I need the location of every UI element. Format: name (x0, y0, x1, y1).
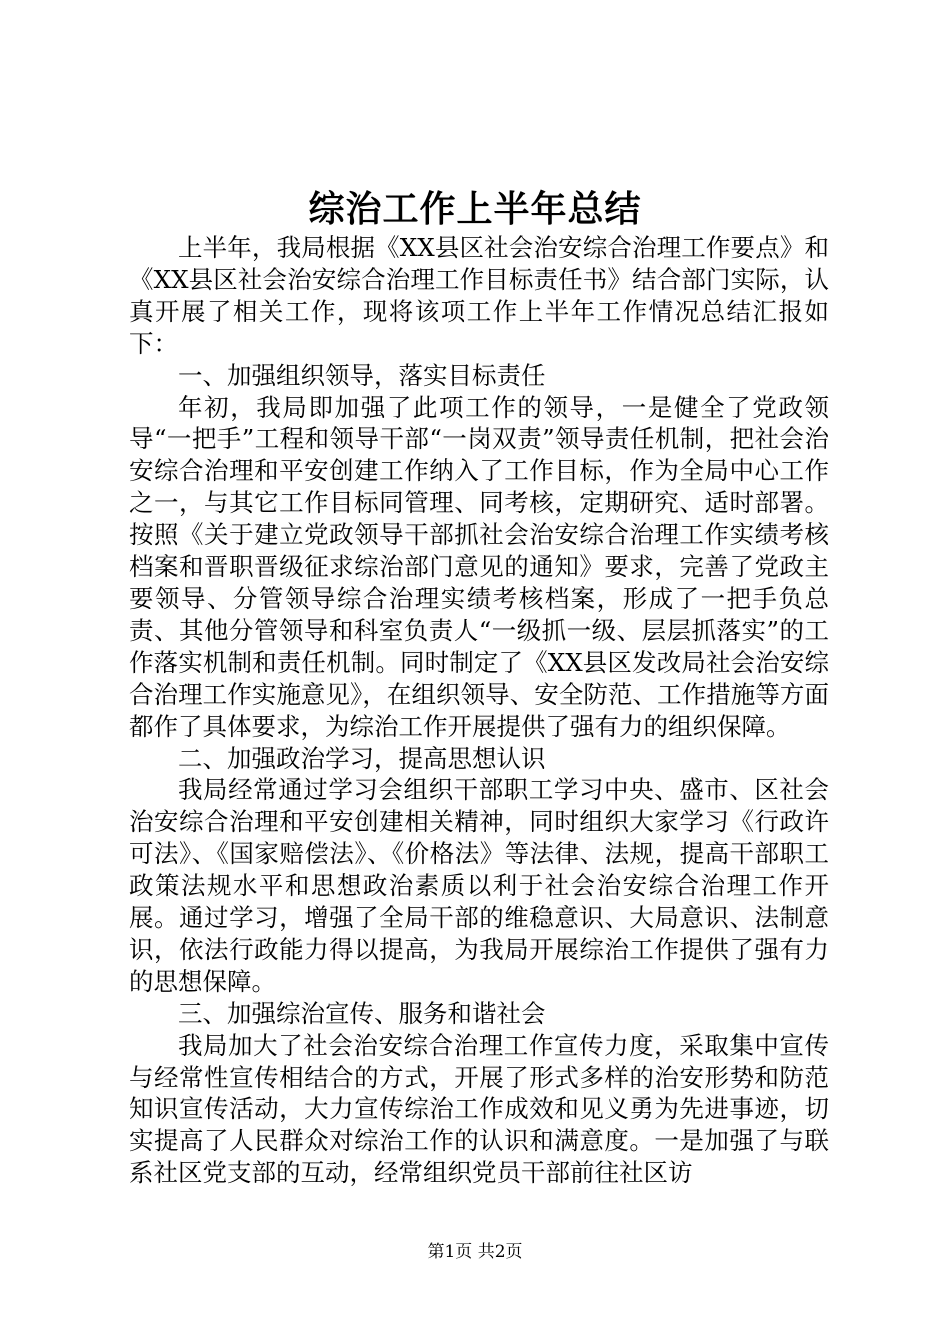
section-heading-3: 三、加强综治宣传、服务和谐社会 (178, 998, 546, 1028)
section-heading-2: 二、加强政治学习，提高思想认识 (178, 743, 546, 773)
section-1-paragraph: 年初，我局即加强了此项工作的领导，一是健全了党政领导“一把手”工程和领导干部“一岗双责”领导责任机制，把社会治安综合治理和平安创建工作纳入了工作目标，作为全局中心工作之一，与其它工作目标同管理、同考核，定期研究、适时部署。按照《关于建立党政领导干部抓社会治安综合治理工作实绩考核档案和晋职晋级征求综治部门意见的通知》要求，完善了党政主要领导、分管领导综合治理实绩考核档案，形成了一把手负总责、其他分管领导和科室负责人“一级抓一级、层层抓落实”的工作落实机制和责任机制。同时制定了《XX县区发改局社会治安综合治理工作实施意见》，在组织领导、安全防范、工作措施等方面都作了具体要求，为综治工作开展提供了强有力的组织保障。 (129, 392, 829, 741)
page-number-footer: 第1页 共2页 (427, 1242, 523, 1262)
intro-paragraph: 上半年，我局根据《XX县区社会治安综合治理工作要点》和《XX县区社会治安综合治理工作目标责任书》结合部门实际，认真开展了相关工作，现将该项工作上半年工作情况总结汇报如下： (129, 233, 829, 358)
section-heading-1: 一、加强组织领导，落实目标责任 (178, 360, 546, 390)
section-2-paragraph: 我局经常通过学习会组织干部职工学习中央、盛市、区社会治安综合治理和平安创建相关精神，同时组织大家学习《行政许可法》、《国家赔偿法》、《价格法》等法律、法规，提高干部职工政策法规水平和思想政治素质以利于社会治安综合治理工作开展。通过学习，增强了全局干部的维稳意识、大局意识、法制意识，依法行政能力得以提高，为我局开展综治工作提供了强有力的思想保障。 (129, 775, 829, 996)
section-3-paragraph: 我局加大了社会治安综合治理工作宣传力度，采取集中宣传与经常性宣传相结合的方式，开展了形式多样的治安形势和防范知识宣传活动，大力宣传综治工作成效和见义勇为先进事迹，切实提高了人民群众对综治工作的认识和满意度。一是加强了与联系社区党支部的互动，经常组织党员干部前往社区访 (129, 1030, 829, 1188)
document-body (129, 232, 829, 1189)
document-title: 综治工作上半年总结 (308, 188, 642, 230)
